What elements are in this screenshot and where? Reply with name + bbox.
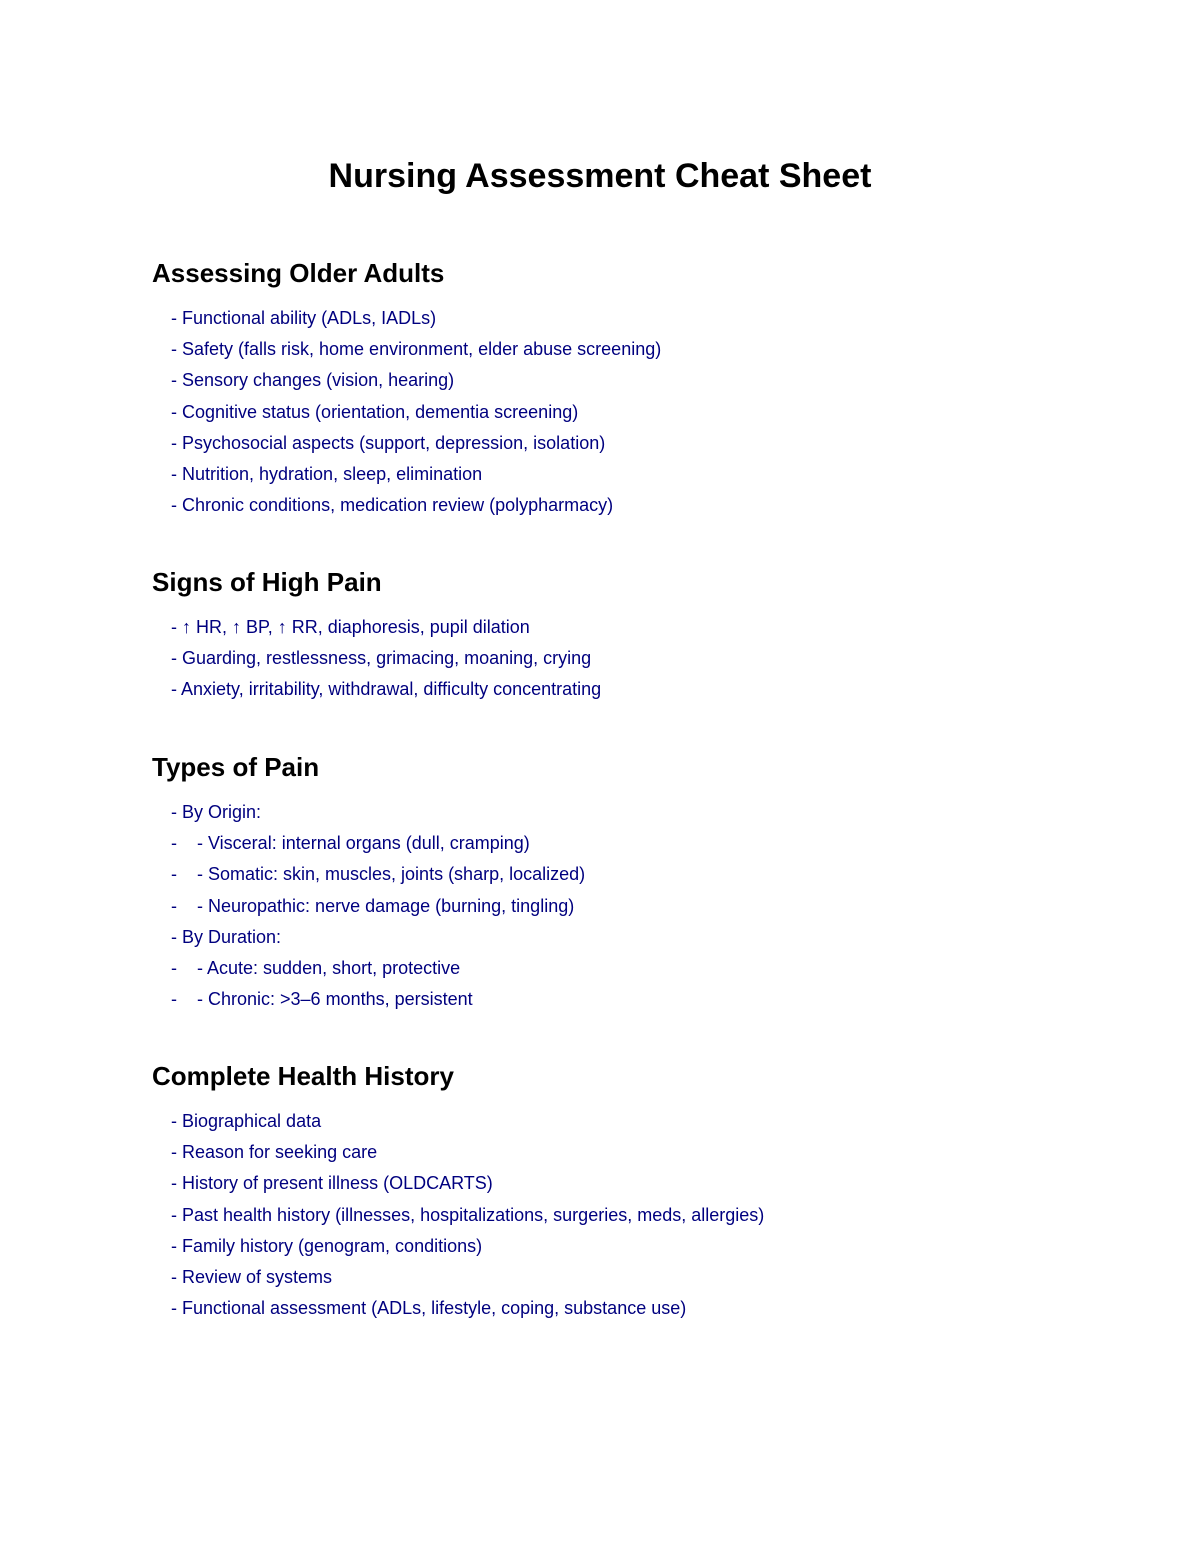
list-item: - Family history (genogram, conditions)	[171, 1235, 483, 1256]
section-heading: Complete Health History	[152, 1061, 454, 1091]
bullet-list	[152, 612, 1052, 706]
bullet-list	[152, 797, 1052, 1015]
list-item: - Cognitive status (orientation, dementia screening)	[171, 401, 579, 422]
section-heading: Signs of High Pain	[152, 567, 382, 597]
list-item: - Reason for seeking care	[171, 1142, 378, 1163]
list-item: - Functional assessment (ADLs, lifestyle, coping, substance use)	[171, 1298, 687, 1319]
list-item: - - Somatic: skin, muscles, joints (sharp, localized)	[171, 864, 586, 885]
list-item: - - Acute: sudden, short, protective	[171, 957, 461, 978]
list-item: - Chronic conditions, medication review (polypharmacy)	[171, 495, 614, 516]
list-item: - History of present illness (OLDCARTS)	[171, 1173, 493, 1194]
list-item: - - Chronic: >3–6 months, persistent	[171, 989, 473, 1010]
list-item: - Sensory changes (vision, hearing)	[171, 370, 455, 391]
list-item: - Past health history (illnesses, hospitalizations, surgeries, meds, allergies)	[171, 1204, 765, 1225]
list-item: - - Neuropathic: nerve damage (burning, tingling)	[171, 895, 575, 916]
list-item: - By Origin:	[171, 802, 262, 822]
section-assessing-older-adults	[152, 256, 1052, 521]
list-item: - Functional ability (ADLs, IADLs)	[171, 308, 437, 328]
list-item: - Safety (falls risk, home environment, elder abuse screening)	[171, 339, 662, 360]
bullet-list	[152, 1106, 1052, 1324]
list-item: - Nutrition, hydration, sleep, elimination	[171, 463, 483, 484]
list-item: - Review of systems	[171, 1266, 333, 1287]
document-title: Nursing Assessment Cheat Sheet	[328, 157, 872, 195]
section-complete-health-history	[152, 1059, 1052, 1324]
list-item: - - Visceral: internal organs (dull, cramping)	[171, 833, 530, 854]
list-item: - By Duration:	[171, 926, 282, 947]
section-signs-of-high-pain	[152, 565, 1052, 706]
section-heading: Types of Pain	[152, 752, 320, 782]
section-heading: Assessing Older Adults	[152, 258, 445, 288]
section-types-of-pain	[152, 750, 1052, 1015]
list-item: - Biographical data	[171, 1111, 322, 1131]
bullet-list	[152, 303, 1052, 521]
list-item: - Guarding, restlessness, grimacing, moaning, crying	[171, 648, 592, 669]
list-item: - Anxiety, irritability, withdrawal, difficulty concentrating	[171, 679, 602, 700]
list-item: - ↑ HR, ↑ BP, ↑ RR, diaphoresis, pupil dilation	[171, 617, 530, 637]
list-item: - Psychosocial aspects (support, depression, isolation)	[171, 432, 606, 453]
